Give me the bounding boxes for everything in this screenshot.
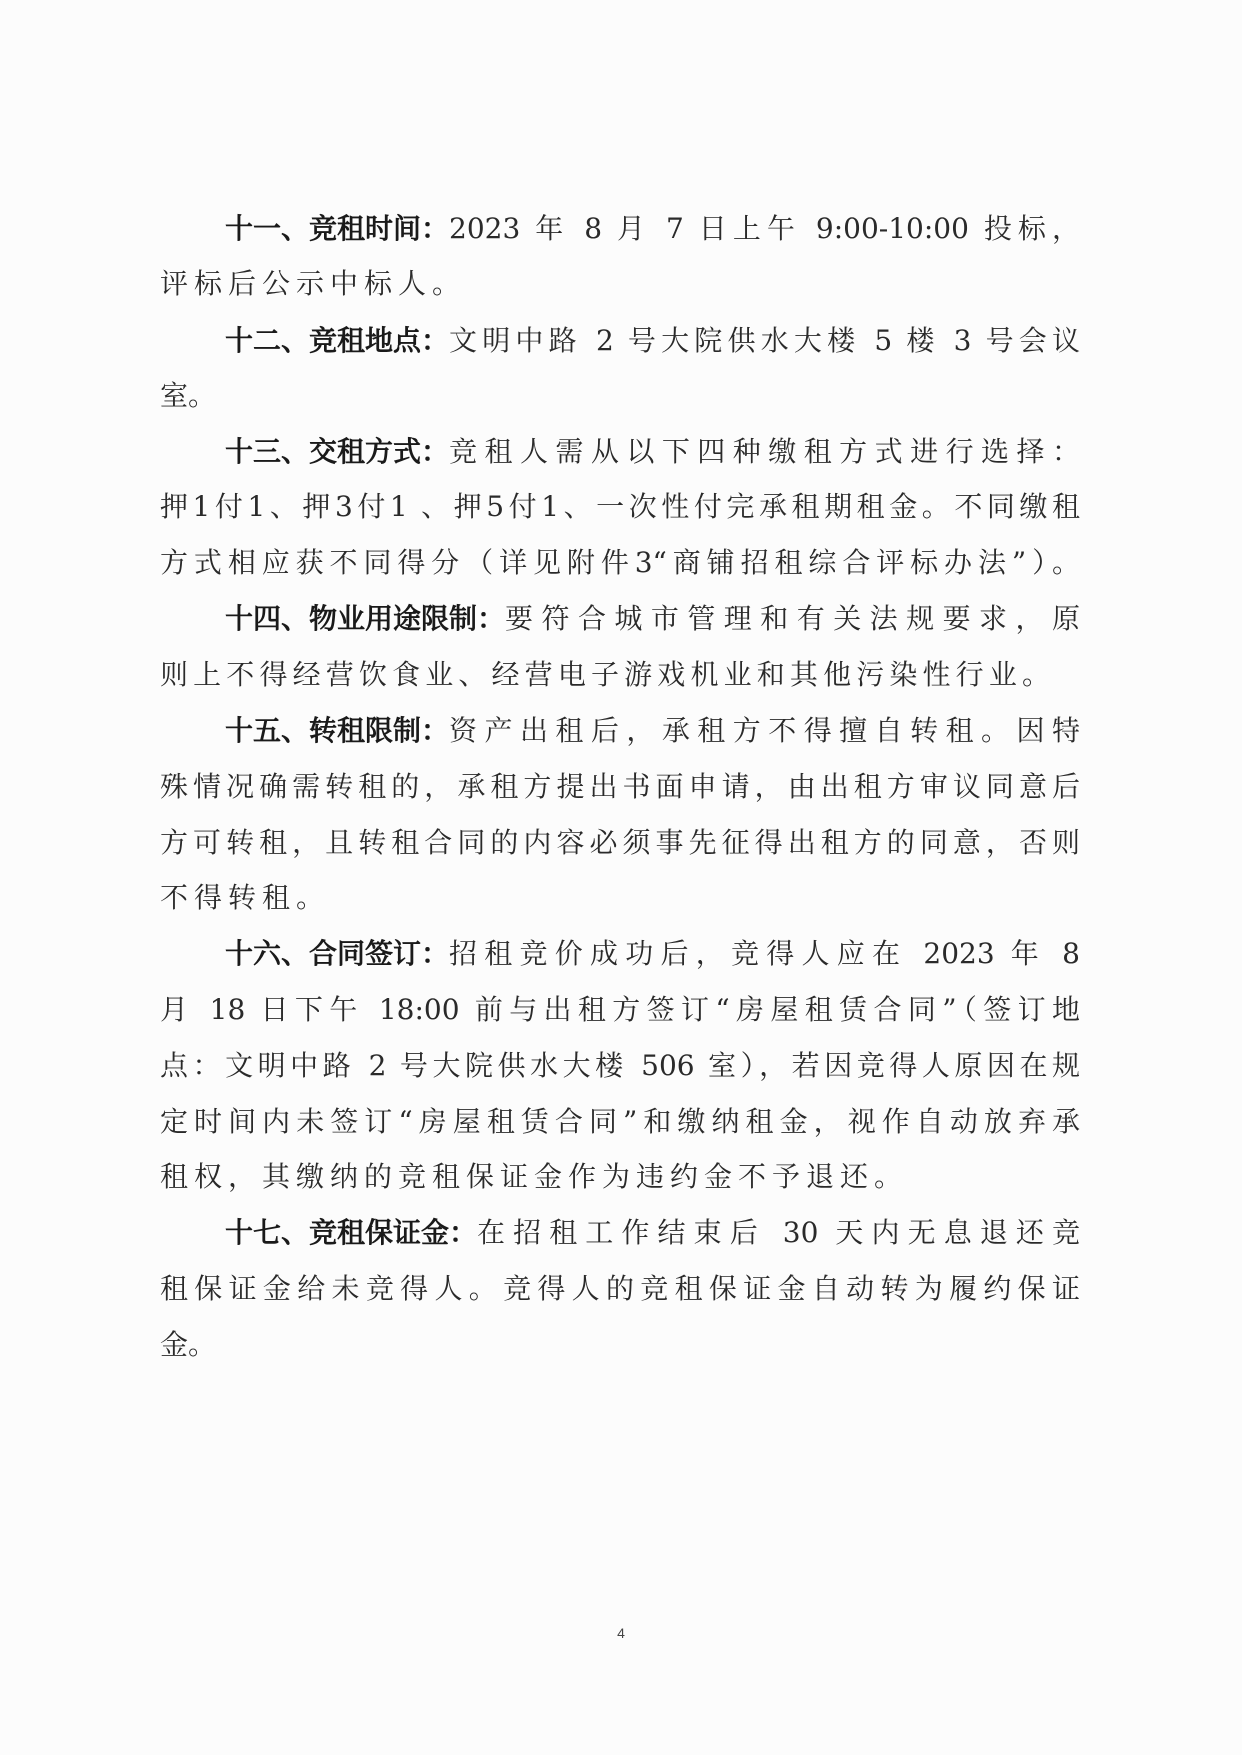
section-17-text: 在招租工作结束后 30 天内无息退还竞	[477, 1216, 1080, 1249]
section-12-text: 文明中路 2 号大院供水大楼 5 楼 3 号会议	[449, 324, 1080, 357]
section-14-heading: 十四、物业用途限制：	[225, 602, 506, 635]
section-12-line-1	[225, 319, 1080, 363]
section-16-heading: 十六、合同签订：	[225, 937, 450, 970]
section-15-text: 资产出租后，承租方不得擅自转租。因特	[449, 714, 1080, 747]
page-number: 4	[617, 1625, 625, 1641]
section-16-line-3	[160, 1044, 1080, 1088]
section-17-line-3	[160, 1323, 1080, 1367]
section-12-line-2	[160, 374, 1080, 418]
section-16-text: 招租竞价成功后，竞得人应在 2023 年 8	[449, 937, 1080, 970]
section-11-line-1	[225, 207, 1080, 251]
section-17-heading: 十七、竞租保证金：	[225, 1216, 478, 1249]
section-14-line-1	[225, 597, 1080, 641]
section-16-line-4	[160, 1100, 1080, 1144]
section-11-heading: 十一、竞租时间：	[225, 212, 450, 245]
section-15-heading: 十五、转租限制：	[225, 714, 450, 747]
section-15-line-1	[225, 709, 1080, 753]
section-13-line-3	[160, 541, 1080, 585]
section-16-text: 定时间内未签订“房屋租赁合同”和缴纳租金，视作自动放弃承	[160, 1105, 1080, 1138]
section-15-line-2	[160, 765, 1080, 809]
section-15-text: 不得转租。	[160, 881, 331, 914]
section-13-text: 押1付1、押3付1 、押5付1、一次性付完承租期租金。不同缴租	[160, 490, 1080, 523]
section-16-text: 月 18 日下午 18:00 前与出租方签订“房屋租赁合同”（签订地	[160, 993, 1080, 1026]
section-12-text: 室。	[160, 379, 217, 412]
section-16-line-5	[160, 1155, 1080, 1199]
section-16-line-1	[225, 932, 1080, 976]
section-17-line-2	[160, 1267, 1080, 1311]
section-17-line-1	[225, 1211, 1080, 1255]
section-16-text: 租权，其缴纳的竞租保证金作为违约金不予退还。	[160, 1160, 909, 1193]
section-14-text: 则上不得经营饮食业、经营电子游戏机业和其他污染性行业。	[160, 658, 1050, 691]
section-14-text: 要符合城市管理和有关法规要求，原	[505, 602, 1080, 635]
section-13-line-1	[225, 430, 1080, 474]
section-13-line-2	[160, 485, 1080, 529]
section-13-heading: 十三、交租方式：	[225, 435, 450, 468]
section-17-text: 金。	[160, 1328, 217, 1361]
section-16-text: 点：文明中路 2 号大院供水大楼 506 室），若因竞得人原因在规	[160, 1049, 1080, 1082]
section-16-line-2	[160, 988, 1080, 1032]
section-15-line-4	[160, 876, 1080, 920]
section-15-text: 方可转租，且转租合同的内容必须事先征得出租方的同意，否则	[160, 826, 1080, 859]
section-17-text: 租保证金给未竞得人。竞得人的竞租保证金自动转为履约保证	[160, 1272, 1080, 1305]
section-11-text: 2023 年 8 月 7 日上午 9:00-10:00 投标，	[449, 212, 1080, 245]
section-15-line-3	[160, 821, 1080, 865]
section-12-heading: 十二、竞租地点：	[225, 324, 450, 357]
section-11-text: 评标后公示中标人。	[160, 267, 467, 300]
section-14-line-2	[160, 653, 1080, 697]
section-15-text: 殊情况确需转租的，承租方提出书面申请，由出租方审议同意后	[160, 770, 1080, 803]
section-11-line-2	[160, 262, 1080, 306]
section-13-text: 方式相应获不同得分（详见附件3“商铺招租综合评标办法”）。	[160, 546, 1080, 579]
section-13-text: 竞租人需从以下四种缴租方式进行选择：	[449, 435, 1080, 468]
